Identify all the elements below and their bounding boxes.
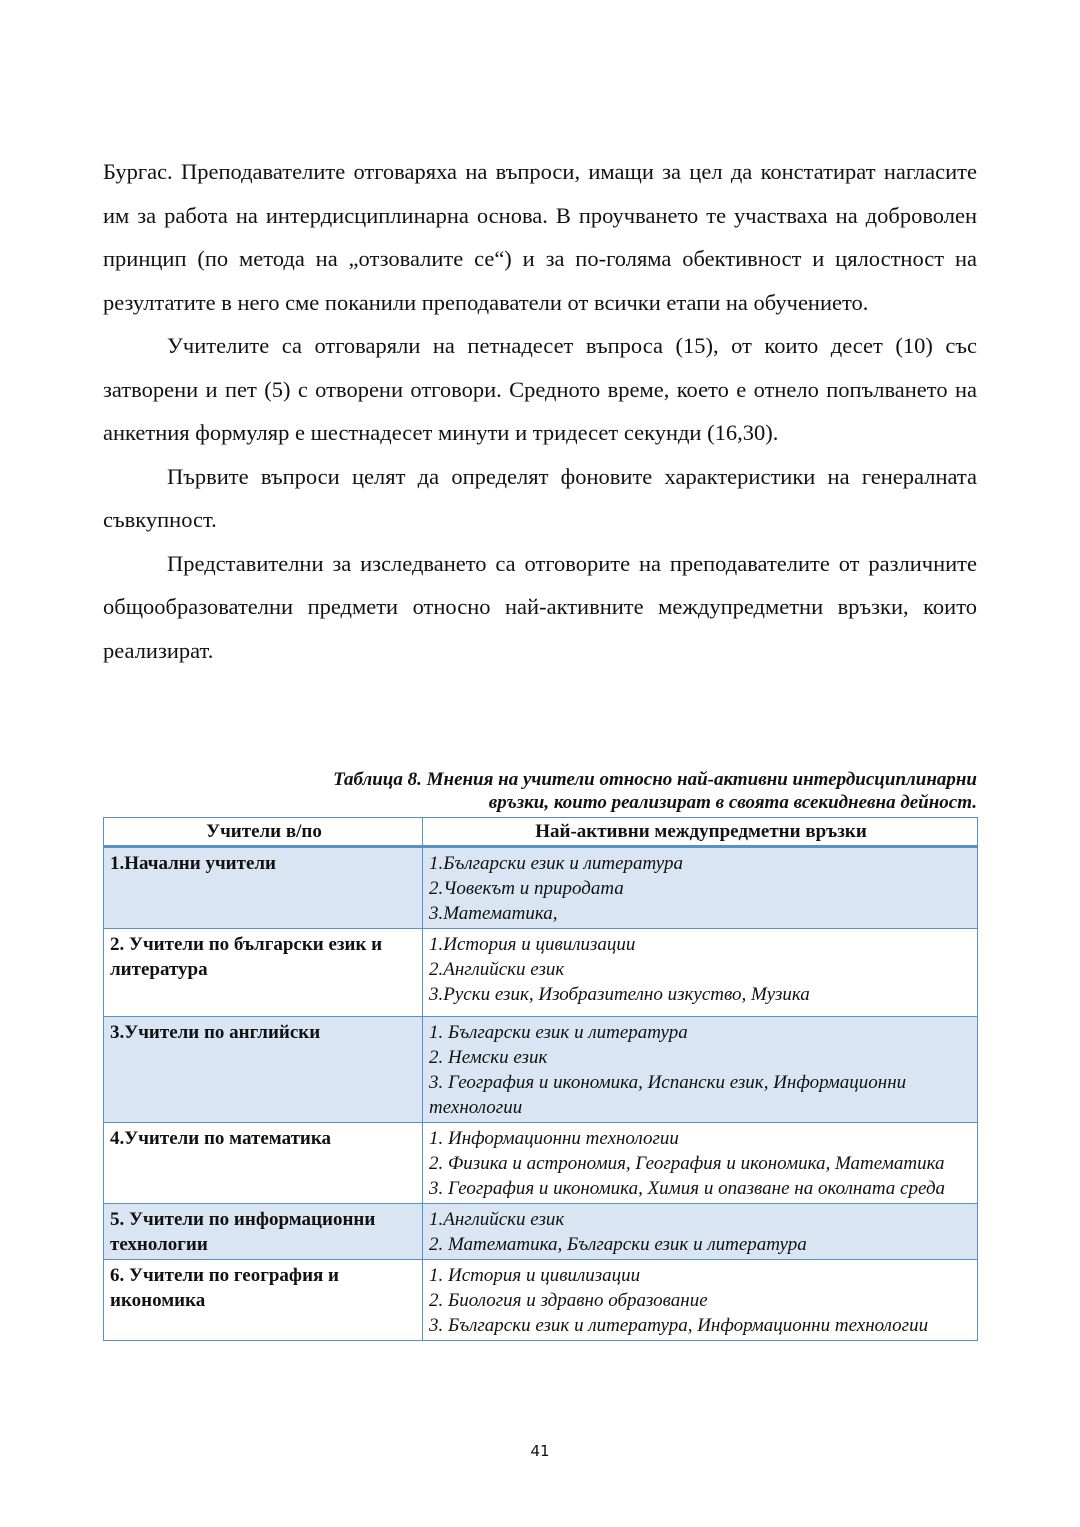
paragraph-3: Първите въпроси целят да определят фоновите характеристики на генералната съвкупност. <box>103 463 977 532</box>
body-text <box>103 150 977 672</box>
link-item: 2.Човекът и природата <box>429 878 624 899</box>
teacher-cell: 4.Учители по математика <box>104 1123 423 1204</box>
header-teachers: Учители в/по <box>104 818 423 847</box>
table-row <box>104 1204 978 1260</box>
table-row <box>104 1260 978 1341</box>
link-item: 1.Български език и литература <box>429 853 683 874</box>
link-item: 3. География и икономика, Испански език, Информационни технологии <box>429 1072 907 1118</box>
header-links: Най-активни междупредметни връзки <box>423 818 978 847</box>
teacher-cell: 2. Учители по български език и литература <box>104 929 423 1017</box>
teacher-links-table <box>103 817 978 1341</box>
link-item: 1.История и цивилизации <box>429 934 636 955</box>
table-row <box>104 1123 978 1204</box>
teacher-cell: 5. Учители по информационни технологии <box>104 1204 423 1260</box>
link-item: 1. Информационни технологии <box>429 1128 679 1149</box>
link-item: 2.Английски език <box>429 959 565 980</box>
teacher-cell: 6. Учители по география и икономика <box>104 1260 423 1341</box>
links-cell <box>423 1123 978 1204</box>
link-item: 2. Математика, Български език и литература <box>429 1234 807 1255</box>
link-item: 3. География и икономика, Химия и опазване на околната среда <box>429 1178 946 1199</box>
table-row <box>104 847 978 929</box>
link-item: 3.Математика, <box>429 903 558 924</box>
table-header-row <box>104 818 978 847</box>
table-row <box>104 1017 978 1123</box>
links-cell <box>423 1260 978 1341</box>
link-item: 2. Немски език <box>429 1047 548 1068</box>
links-cell <box>423 929 978 1017</box>
link-item: 1. Български език и литература <box>429 1022 688 1043</box>
teacher-cell: 1.Начални учители <box>104 847 423 929</box>
link-item: 2. Физика и астрономия, География и икономика, Математика <box>429 1153 945 1174</box>
link-item: 2. Биология и здравно образование <box>429 1290 708 1311</box>
links-cell <box>423 1017 978 1123</box>
table-caption-line-2: връзки, които реализират в своята всекидневна дейност. <box>488 792 977 813</box>
teacher-cell: 3.Учители по английски <box>104 1017 423 1123</box>
link-item: 1.Английски език <box>429 1209 565 1230</box>
link-item: 1. История и цивилизации <box>429 1265 641 1286</box>
links-cell <box>423 847 978 929</box>
page-number: 41 <box>530 1442 550 1460</box>
link-item: 3.Руски език, Изобразително изкуство, Музика <box>429 984 810 1005</box>
paragraph-4: Представителни за изследването са отговорите на преподавателите от различните общообразователни предмети относно най-активните междупредметни връзки, които реализират. <box>103 550 977 663</box>
link-item: 3. Български език и литература, Информационни технологии <box>429 1315 929 1336</box>
links-cell <box>423 1204 978 1260</box>
paragraph-2: Учителите са отговаряли на петнадесет въпроса (15), от които десет (10) със затворени и пет (5) с отворени отговори. Средното време, което е отнело попълването на анкетния формуляр е шестнадесет минути и тридесет секунди (16,30). <box>103 333 977 445</box>
table-row <box>104 929 978 1017</box>
table-caption <box>103 768 977 814</box>
table-caption-line-1: Таблица 8. Мнения на учители относно най-активни интердисциплинарни <box>333 769 977 790</box>
paragraph-1: Бургас. Преподавателите отговаряха на въпроси, имащи за цел да констатират нагласите им за работа на интердисциплинарна основа. В проучването те участваха на доброволен принцип (по метода на „отзовалите се“) и за по-голяма обективност и цялостност на резултатите в него сме поканили преподаватели от всички етапи на обучението. <box>103 159 977 315</box>
